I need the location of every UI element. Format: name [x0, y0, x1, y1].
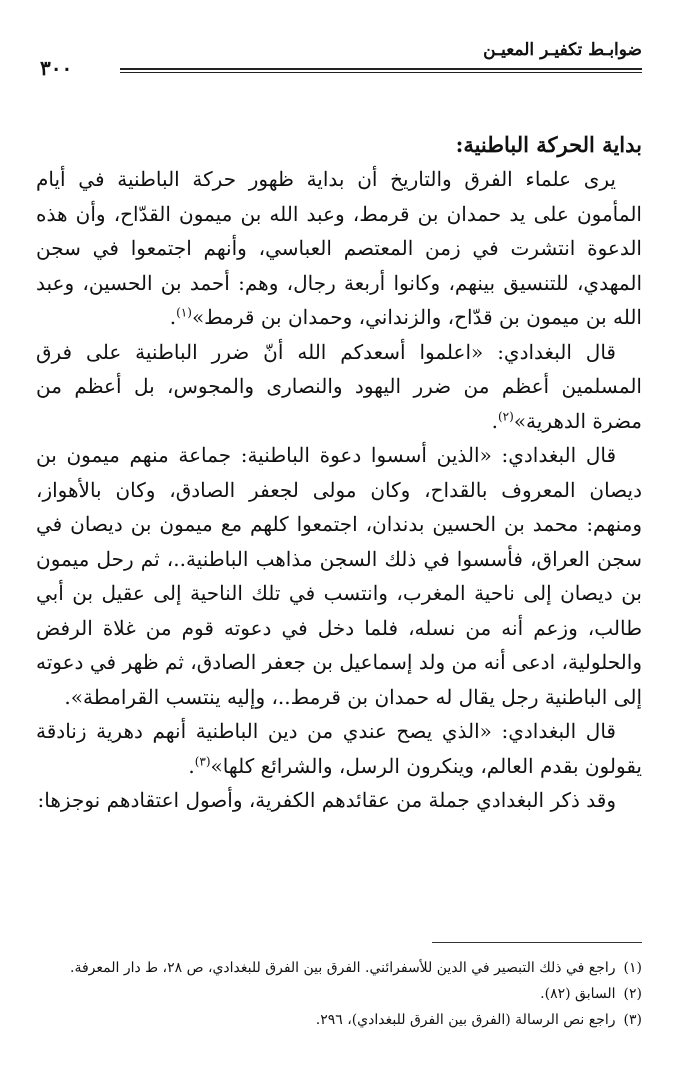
paragraph-5	[36, 783, 642, 818]
footnote-text: راجع نص الرسالة (الفرق بين الفرق للبغدادي)، ٢٩٦.	[315, 1012, 616, 1028]
paragraph-text: قال البغدادي: «الذين أسسوا دعوة الباطنية: جماعة منهم ميمون بن ديصان المعروف بالقداح، وكان مولى لجعفر الصادق، وكان بالأهواز، ومنهم: محمد بن الحسين بدندان، اجتمعوا كلهم مع ميمون بن ديصان في سجن العراق، فأسسوا في ذلك السجن مذاهب الباطنية..، ثم رحل ميمون بن ديصان إلى ناحية المغرب، وانتسب في تلك الناحية إلى عقيل بن أبي طالب، وزعم أنه من نسله، فلما دخل في دعوته قوم من غلاة الرفض والحلولية، ادعى أنه من ولد إسماعيل بن جعفر الصادق، ثم ظهر في دعوته إلى الباطنية رجل يقال له حمدان بن قرمط..، وإليه ينتسب القرامطة».	[36, 443, 642, 709]
footnote-ref: (١)	[176, 305, 192, 320]
footnote-number: (١)	[623, 960, 642, 976]
paragraph-end: .	[169, 305, 177, 329]
footnote-text: راجع في ذلك التبصير في الدين للأسفرائني. الفرق بين الفرق للبغدادي، ص ٢٨، ط دار المعرفة.	[70, 960, 616, 976]
footnotes	[30, 955, 642, 1033]
paragraph-text: يرى علماء الفرق والتاريخ أن بداية ظهور حركة الباطنية في أيام المأمون على يد حمدان بن قرمط، وعبد الله بن ميمون القدّاح، وأن هذه الدعوة انتشرت في زمن المعتصم العباسي، وأنهم اجتمعوا في سجن المهدي، للتنسيق بينهم، وكانوا أربعة رجال، وهم: أحمد بن الحسين، وعبد الله بن ميمون بن قدّاح، والزنداني، وحمدان بن قرمط»	[36, 167, 642, 329]
paragraph-1	[36, 162, 642, 335]
footnote-item	[30, 1007, 642, 1033]
header-rule-thin	[120, 72, 642, 73]
header-rule	[120, 68, 642, 70]
page-number: ٣٠٠	[40, 56, 73, 80]
header-title: ضوابـط تكفيـر المعيـن	[483, 40, 642, 60]
paragraph-end: .	[491, 408, 498, 433]
paragraph-end: .	[188, 753, 195, 778]
running-header	[30, 36, 642, 88]
footnote-ref: (٣)	[194, 753, 211, 768]
footnote-number: (٣)	[623, 1012, 642, 1028]
footnote-separator	[432, 942, 642, 943]
paragraph-text: قال البغدادي: «الذي يصح عندي من دين الباطنية أنهم دهرية زنادقة يقولون بقدم العالم، وينكرون الرسل، والشرائع كلها»	[36, 719, 642, 778]
main-text	[36, 128, 642, 818]
paragraph-text: وقد ذكر البغدادي جملة من عقائدهم الكفرية، وأصول اعتقادهم نوجزها:	[37, 788, 616, 812]
footnote-item	[30, 955, 642, 981]
paragraph-text: قال البغدادي: «اعلموا أسعدكم الله أنّ ضرر الباطنية على فرق المسلمين أعظم من ضرر اليهود والنصارى والمجوس، بل أعظم من مضرة الدهرية»	[36, 339, 642, 433]
footnote-item	[30, 981, 642, 1007]
paragraph-3	[36, 438, 642, 714]
paragraph-2	[36, 335, 642, 439]
footnote-number: (٢)	[623, 986, 642, 1002]
section-heading: بداية الحركة الباطنية:	[455, 132, 642, 157]
footnote-ref: (٢)	[497, 408, 514, 423]
paragraph-4	[36, 714, 642, 783]
footnote-text: السابق (٨٢).	[540, 986, 616, 1002]
